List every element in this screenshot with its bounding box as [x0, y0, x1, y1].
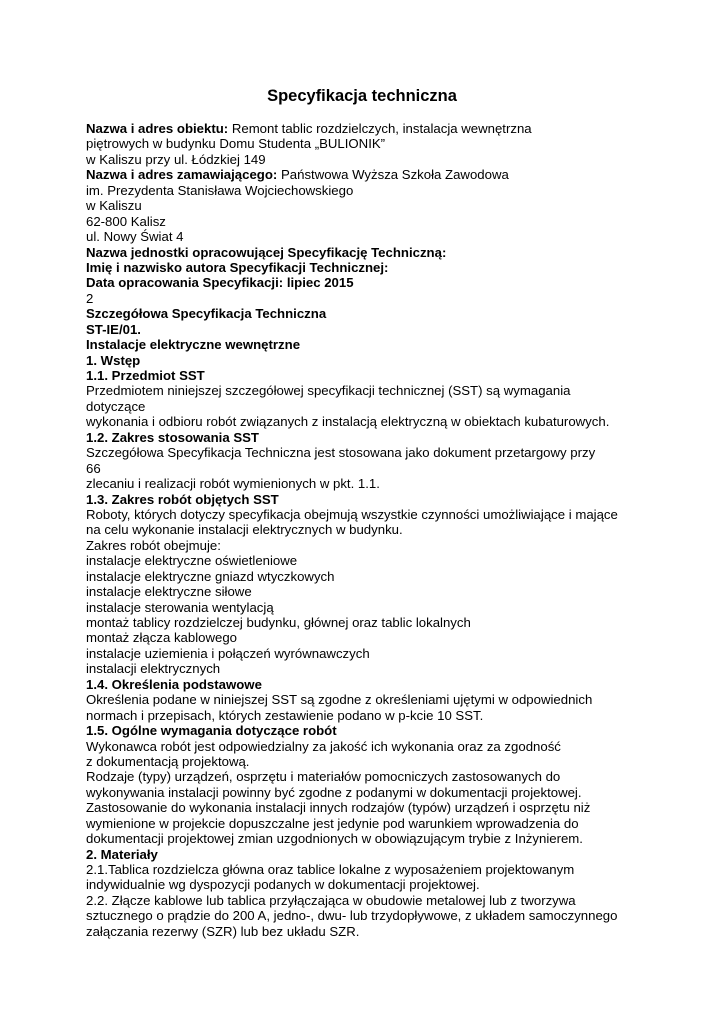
page-number: 2 — [86, 290, 94, 306]
heading-1-1: 1.1. Przedmiot SST — [86, 368, 205, 383]
paragraph-1-1-line: wykonania i odbioru robót związanych z instalacją elektryczną w obiektach kubaturowych. — [86, 414, 610, 430]
object-line-3: w Kaliszu przy ul. Łódzkiej 149 — [86, 151, 266, 167]
paragraph-1-5-line: Wykonawca robót jest odpowiedzialny za jakość ich wykonania oraz za zgodność — [86, 738, 561, 754]
object-text: Remont tablic rozdzielczych, instalacja wewnętrzna — [228, 121, 532, 136]
client-line-3: w Kaliszu — [86, 198, 142, 214]
list-item: instalacje elektryczne gniazd wtyczkowych — [86, 568, 335, 584]
sst-code: ST-IE/01. — [86, 321, 141, 337]
paragraph-2-2-line: sztucznego o prądzie do 200 A, jedno-, dwu- lub trzydopływowe, z układem samoczynnego — [86, 908, 618, 924]
paragraph-1-5-line: dokumentacji projektowej zmian uzgodnionych w obowiązującym trybie z Inżynierem. — [86, 831, 583, 847]
client-label: Nazwa i adres zamawiającego: — [86, 167, 278, 183]
paragraph-2-1-line: indywidualnie wg dyspozycji podanych w dokumentacji projektowej. — [86, 877, 480, 893]
list-item: instalacji elektrycznych — [86, 661, 221, 677]
list-item: instalacje sterowania wentylacją — [86, 599, 274, 615]
paragraph-1-1-line: dotyczące — [86, 398, 146, 414]
paragraph-1-2-line: zlecaniu i realizacji robót wymienionych w pkt. 1.1. — [86, 476, 380, 492]
unit-label: Nazwa jednostki opracowującej Specyfikację Techniczną: — [86, 244, 447, 260]
list-item: instalacje elektryczne oświetleniowe — [86, 553, 298, 569]
object-label: Nazwa i adres obiektu: — [86, 121, 229, 136]
client-line-5: ul. Nowy Świat 4 — [86, 229, 184, 245]
client-line-1 — [86, 167, 686, 182]
client-line-2: im. Prezydenta Stanisława Wojciechowskiego — [86, 182, 354, 198]
paragraph-2-2-line: załączania rezerwy (SZR) lub bez układu SZR. — [86, 923, 360, 939]
paragraph-1-5-line: wymienione w projekcie dopuszczalne jest jedynie pod warunkiem wprowadzenia do — [86, 815, 579, 831]
heading-1-5: 1.5. Ogólne wymagania dotyczące robót — [86, 723, 337, 739]
heading-1-3: 1.3. Zakres robót objętych SST — [86, 491, 279, 507]
sst-title: Szczegółowa Specyfikacja Techniczna — [86, 306, 327, 322]
paragraph-2-1-line: 2.1.Tablica rozdzielcza główna oraz tablice lokalne z wyposażeniem projektowanym — [86, 862, 575, 877]
document-body — [86, 121, 686, 939]
client-text: Państwowa Wyższa Szkoła Zawodowa — [277, 167, 509, 183]
sst-subject: Instalacje elektryczne wewnętrzne — [86, 337, 301, 353]
list-item: instalacje elektryczne siłowe — [86, 584, 252, 600]
paragraph-2-2-line: 2.2. Złącze kablowe lub tablica przyłączająca w obudowie metalowej lub z tworzywa — [86, 892, 576, 908]
object-line-2: piętrowych w budynku Domu Studenta „BULIONIK” — [86, 136, 386, 152]
paragraph-1-3-line: Zakres robót obejmuje: — [86, 537, 221, 553]
heading-1: 1. Wstęp — [86, 352, 141, 368]
paragraph-1-4-line: Określenia podane w niniejszej SST są zgodne z określeniami ujętymi w odpowiednich — [86, 692, 593, 708]
paragraph-1-5-line: wykonywania instalacji powinny być zgodne z podanymi w dokumentacji projektowej. — [86, 784, 582, 800]
list-item: montaż tablicy rozdzielczej budynku, głównej oraz tablic lokalnych — [86, 615, 471, 630]
paragraph-1-3-line: Roboty, których dotyczy specyfikacja obejmują wszystkie czynności umożliwiające i mające — [86, 506, 618, 522]
paragraph-1-5-line: Rodzaje (typy) urządzeń, osprzętu i materiałów pomocniczych zastosowanych do — [86, 769, 561, 785]
paragraph-1-1-line: Przedmiotem niniejszej szczegółowej specyfikacji technicznej (SST) są wymagania — [86, 383, 571, 399]
paragraph-1-3-line: na celu wykonanie instalacji elektrycznych w budynku. — [86, 522, 403, 538]
object-line-1 — [86, 121, 686, 136]
list-item: montaż złącza kablowego — [86, 630, 238, 646]
document-title: Specyfikacja techniczna — [267, 87, 457, 105]
date-label: Data opracowania Specyfikacji: lipiec 2015 — [86, 275, 354, 291]
paragraph-1-4-line: normach i przepisach, których zestawienie podano w p-kcie 10 SST. — [86, 707, 484, 723]
paragraph-1-5-line: z dokumentacją projektową. — [86, 753, 250, 769]
heading-1-4: 1.4. Określenia podstawowe — [86, 676, 262, 692]
paragraph-1-5-line: Zastosowanie do wykonania instalacji innych rodzajów (typów) urządzeń i osprzętu niż — [86, 800, 591, 816]
heading-2: 2. Materiały — [86, 846, 158, 862]
paragraph-1-2-line: 66 — [86, 460, 101, 476]
heading-1-2: 1.2. Zakres stosowania SST — [86, 429, 259, 445]
author-label: Imię i nazwisko autora Specyfikacji Technicznej: — [86, 259, 389, 275]
client-line-4: 62-800 Kalisz — [86, 213, 166, 229]
paragraph-1-2-line: Szczegółowa Specyfikacja Techniczna jest stosowana jako dokument przetargowy przy — [86, 445, 596, 461]
list-item: instalacje uziemienia i połączeń wyrównawczych — [86, 645, 370, 661]
